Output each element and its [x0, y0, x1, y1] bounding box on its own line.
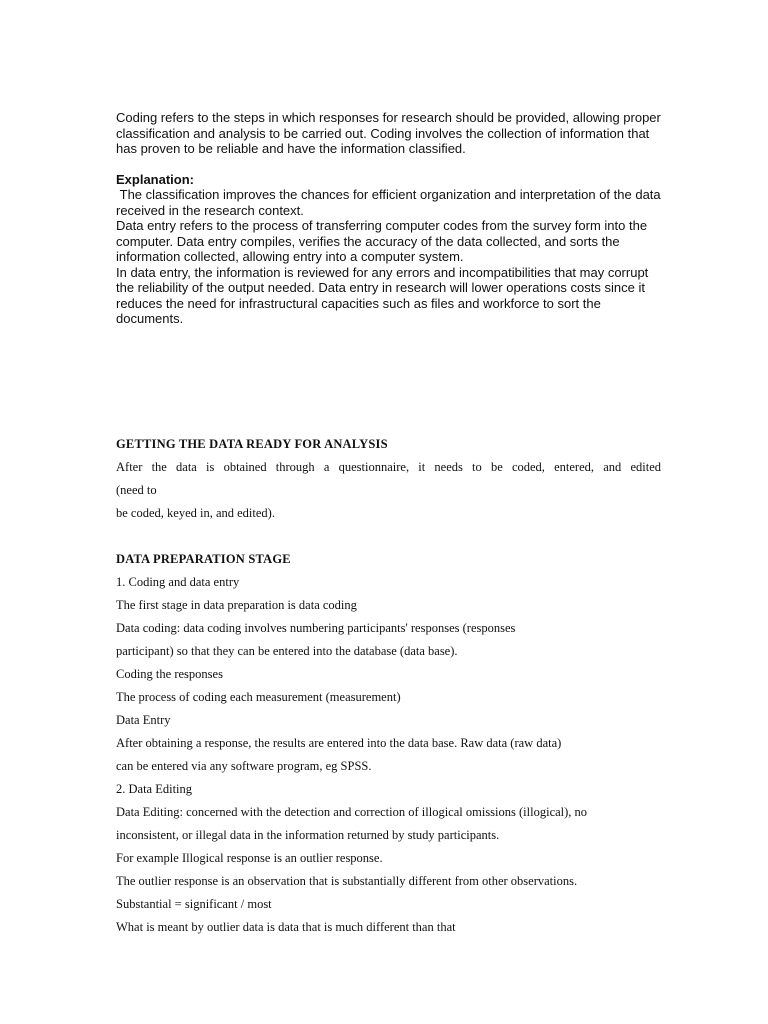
- preparation-line: What is meant by outlier data is data that is much different than that: [116, 920, 456, 934]
- preparation-line: After obtaining a response, the results are entered into the data base. Raw data (raw data): [116, 736, 562, 750]
- preparation-line: 1. Coding and data entry: [116, 575, 240, 589]
- preparation-line: participant) so that they can be entered into the database (data base).: [116, 644, 458, 658]
- preparation-line: The first stage in data preparation is data coding: [116, 598, 357, 612]
- getting-data-line: (need to: [116, 483, 157, 497]
- explanation-paragraph-data-entry: Data entry refers to the process of transferring computer codes from the survey form into the computer. Data entry compiles, verifies the accuracy of the data collected, and sorts the information collected, allowing entry into a computer system.: [116, 218, 648, 264]
- preparation-line: Coding the responses: [116, 667, 223, 681]
- preparation-line: inconsistent, or illegal data in the information returned by study participants.: [116, 828, 500, 842]
- getting-data-ready-heading: GETTING THE DATA READY FOR ANALYSIS: [116, 437, 388, 451]
- preparation-line: Data Editing: concerned with the detection and correction of illogical omissions (illogical), no: [116, 805, 588, 819]
- preparation-line: 2. Data Editing: [116, 782, 193, 796]
- preparation-line: Data coding: data coding involves numbering participants' responses (responses: [116, 621, 516, 635]
- section-spacer: [116, 525, 661, 548]
- data-preparation-section: [116, 433, 661, 939]
- preparation-line: Substantial = significant / most: [116, 897, 272, 911]
- preparation-line: The outlier response is an observation that is substantially different from other observations.: [116, 874, 578, 888]
- explanation-heading: Explanation:: [116, 171, 195, 187]
- explanation-paragraph-classification: The classification improves the chances for efficient organization and interpretation of the data received in the research context.: [116, 187, 665, 218]
- preparation-line: Data Entry: [116, 713, 171, 727]
- coding-intro-paragraph: Coding refers to the steps in which responses for research should be provided, allowing proper classification and analysis to be carried out. Coding involves the collection of information that has proven to be reliable and have the information classified.: [116, 110, 661, 156]
- preparation-line: The process of coding each measurement (measurement): [116, 690, 401, 704]
- coding-section: [116, 110, 665, 327]
- preparation-line: can be entered via any software program, eg SPSS.: [116, 759, 372, 773]
- getting-data-line: After the data is obtained through a questionnaire, it needs to be coded, entered, and edited: [116, 460, 661, 474]
- preparation-line: For example Illogical response is an outlier response.: [116, 851, 383, 865]
- explanation-paragraph-review: In data entry, the information is reviewed for any errors and incompatibilities that may corrupt the reliability of the output needed. Data entry in research will lower operations costs since it reduces the need for infrastructural capacities such as files and workforce to sort the documents.: [116, 264, 649, 326]
- data-preparation-stage-heading: DATA PREPARATION STAGE: [116, 552, 291, 566]
- getting-data-line: be coded, keyed in, and edited).: [116, 506, 275, 520]
